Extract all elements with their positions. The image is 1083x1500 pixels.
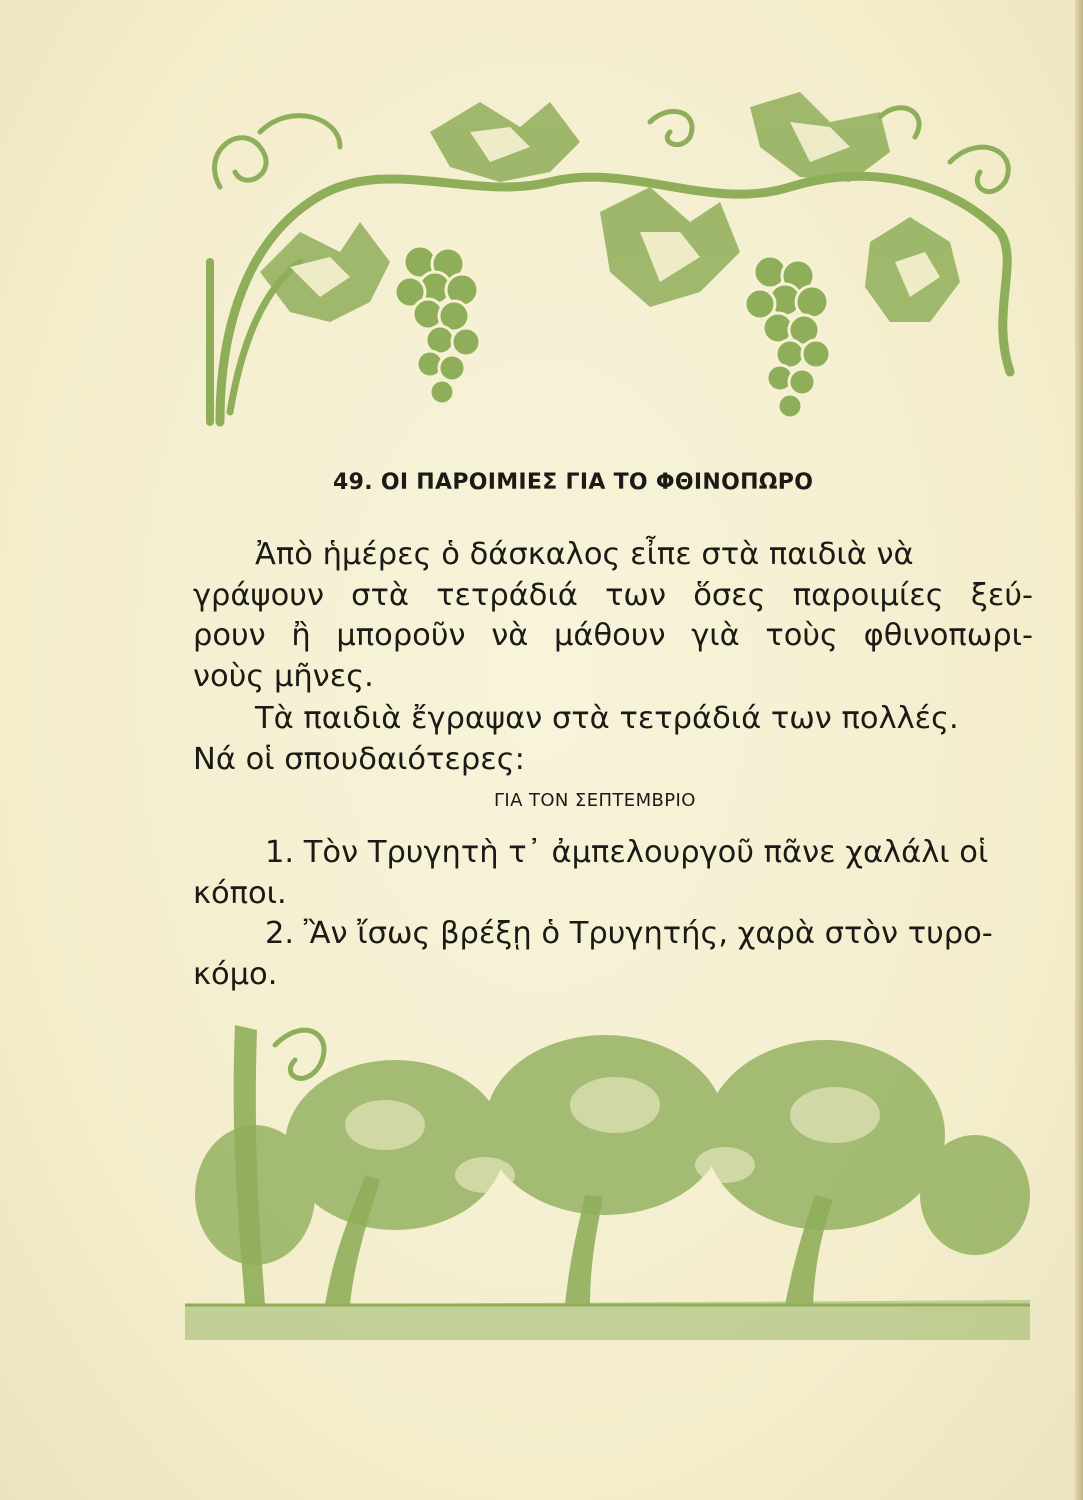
text-line: ρουν ἢ μποροῦν νὰ μάθουν γιὰ τοὺς φθινοπωρι- (193, 618, 1033, 653)
binding-edge (1075, 0, 1083, 1500)
proverb-line: 1. Τὸν Τρυγητὴ τ᾽ ἀμπελουργοῦ πᾶνε χαλάλι οἱ (265, 835, 989, 870)
second-paragraph (193, 699, 1033, 780)
lesson-title: 49. ΟΙ ΠΑΡΟΙΜΙΕΣ ΓΙΑ ΤΟ ΦΘΙΝΟΠΩΡΟ (333, 470, 814, 495)
text-line: Τὰ παιδιὰ ἔγραψαν στὰ τετράδιά των πολλές. (255, 701, 959, 736)
vineyard-illustration (185, 1005, 1030, 1340)
text-line: νοὺς μῆνες. (193, 658, 374, 694)
proverb-line: 2. Ἂν ἴσως βρέξῃ ὁ Τρυγητής, χαρὰ στὸν τυρο- (265, 916, 993, 951)
text-line: Ἀπὸ ἡμέρες ὁ δάσκαλος εἶπε στὰ παιδιὰ νὰ (255, 537, 914, 572)
intro-paragraph (193, 535, 1033, 697)
text-line: γράψουν στὰ τετράδιά των ὅσες παροιμίες ξεύ- (193, 577, 1033, 613)
proverbs-list (193, 833, 1033, 995)
proverb-line: κόμο. (193, 956, 278, 992)
month-subheading: ΓΙΑ ΤΟΝ ΣΕΠΤΕΜΒΡΙΟ (494, 790, 696, 811)
text-line: Νά οἱ σπουδαιότερες: (193, 741, 525, 777)
proverb-line: κόποι. (193, 875, 287, 911)
grapevine-illustration (190, 92, 1030, 432)
